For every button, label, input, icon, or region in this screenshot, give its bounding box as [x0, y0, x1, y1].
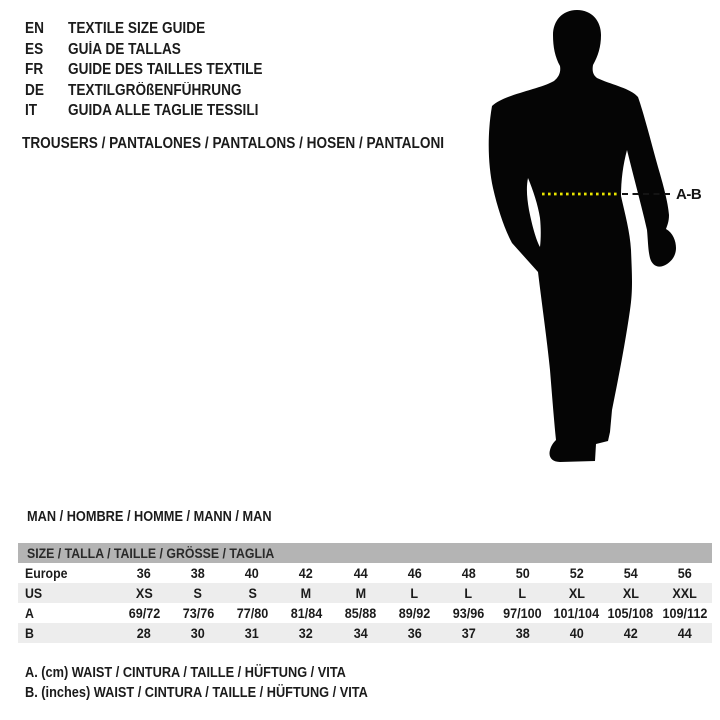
size-table-header: SIZE / TALLA / TAILLE / GRÖSSE / TAGLIA [18, 543, 712, 563]
table-cell: 52 [569, 565, 584, 581]
table-cell: 48 [461, 565, 476, 581]
measure-label-ab: A-B [676, 186, 702, 203]
table-cell: 77/80 [236, 605, 268, 621]
table-cell: 81/84 [290, 605, 323, 621]
table-cell: 36 [407, 625, 422, 641]
table-cell: 101/104 [553, 605, 600, 621]
row-label: A [25, 605, 34, 621]
language-title-en: TEXTILE SIZE GUIDE [68, 20, 206, 37]
man-silhouette [460, 0, 720, 500]
table-row-b [18, 623, 712, 643]
table-cell: 37 [461, 625, 476, 641]
table-cell: 56 [677, 565, 692, 581]
language-code-fr: FR [25, 61, 44, 78]
table-cell: 93/96 [452, 605, 485, 621]
language-title-fr: GUIDE DES TAILLES TEXTILE [68, 61, 263, 78]
row-label: Europe [25, 565, 68, 581]
table-cell: 40 [245, 565, 260, 581]
language-code-it: IT [25, 102, 38, 119]
table-row-a [18, 603, 712, 623]
table-cell: 32 [299, 625, 314, 641]
table-cell: 30 [191, 625, 206, 641]
language-code-de: DE [25, 81, 44, 99]
size-table [18, 543, 712, 643]
table-cell: S [193, 585, 203, 601]
row-label: US [25, 585, 43, 601]
language-code-en: EN [25, 20, 44, 37]
table-cell: 42 [623, 625, 638, 641]
table-cell: 28 [137, 625, 152, 641]
table-cell: 85/88 [344, 605, 377, 621]
footnote-b-inches: B. (inches) WAIST / CINTURA / TAILLE / HÜFTUNG / VITA [25, 684, 368, 701]
garment-category-title: TROUSERS / PANTALONES / PANTALONS / HOSEN / PANTALONI [22, 135, 445, 152]
language-row-de [25, 81, 289, 102]
language-code-es: ES [25, 40, 44, 58]
language-list [25, 19, 289, 122]
table-cell: 38 [191, 565, 206, 581]
table-cell: 97/100 [503, 605, 542, 621]
table-cell: 31 [245, 625, 260, 641]
table-cell: 109/112 [662, 605, 708, 621]
language-row-es [25, 40, 289, 61]
man-silhouette-path [489, 10, 676, 462]
table-cell: M [301, 585, 312, 601]
measurement-footnotes [25, 664, 415, 703]
table-cell: 34 [353, 625, 368, 641]
table-cell: M [355, 585, 366, 601]
table-cell: XL [568, 585, 585, 601]
table-cell: 42 [299, 565, 314, 581]
table-cell: S [247, 585, 257, 601]
table-cell: 44 [677, 625, 692, 641]
table-cell: 105/108 [607, 605, 654, 621]
table-cell: 89/92 [398, 605, 431, 621]
table-cell: 69/72 [128, 605, 160, 621]
table-cell: 54 [623, 565, 638, 581]
table-cell: XXL [672, 585, 698, 601]
table-row-us [18, 583, 712, 603]
table-row-europe [18, 563, 712, 583]
language-title-it: GUIDA ALLE TAGLIE TESSILI [68, 102, 259, 119]
footnote-a-cm: A. (cm) WAIST / CINTURA / TAILLE / HÜFTUNG / VITA [25, 665, 346, 681]
table-cell: L [464, 585, 473, 601]
language-row-en [25, 19, 289, 40]
table-cell: 44 [353, 565, 368, 581]
table-cell: 50 [515, 565, 530, 581]
table-cell: XS [135, 585, 153, 601]
table-cell: 40 [569, 625, 584, 641]
table-cell: L [410, 585, 419, 601]
language-row-it [25, 101, 289, 122]
language-title-de: TEXTILGRÖßENFÜHRUNG [68, 81, 242, 99]
language-title-es: GUÍA DE TALLAS [68, 40, 181, 58]
table-cell: 38 [515, 625, 530, 641]
section-title-man: MAN / HOMBRE / HOMME / MANN / MAN [27, 509, 272, 525]
row-label: B [25, 625, 34, 641]
table-cell: 36 [137, 565, 152, 581]
table-cell: XL [622, 585, 639, 601]
table-cell: 73/76 [182, 605, 214, 621]
size-table-body [18, 563, 712, 643]
table-cell: 46 [407, 565, 422, 581]
language-row-fr [25, 60, 289, 81]
table-cell: L [518, 585, 527, 601]
